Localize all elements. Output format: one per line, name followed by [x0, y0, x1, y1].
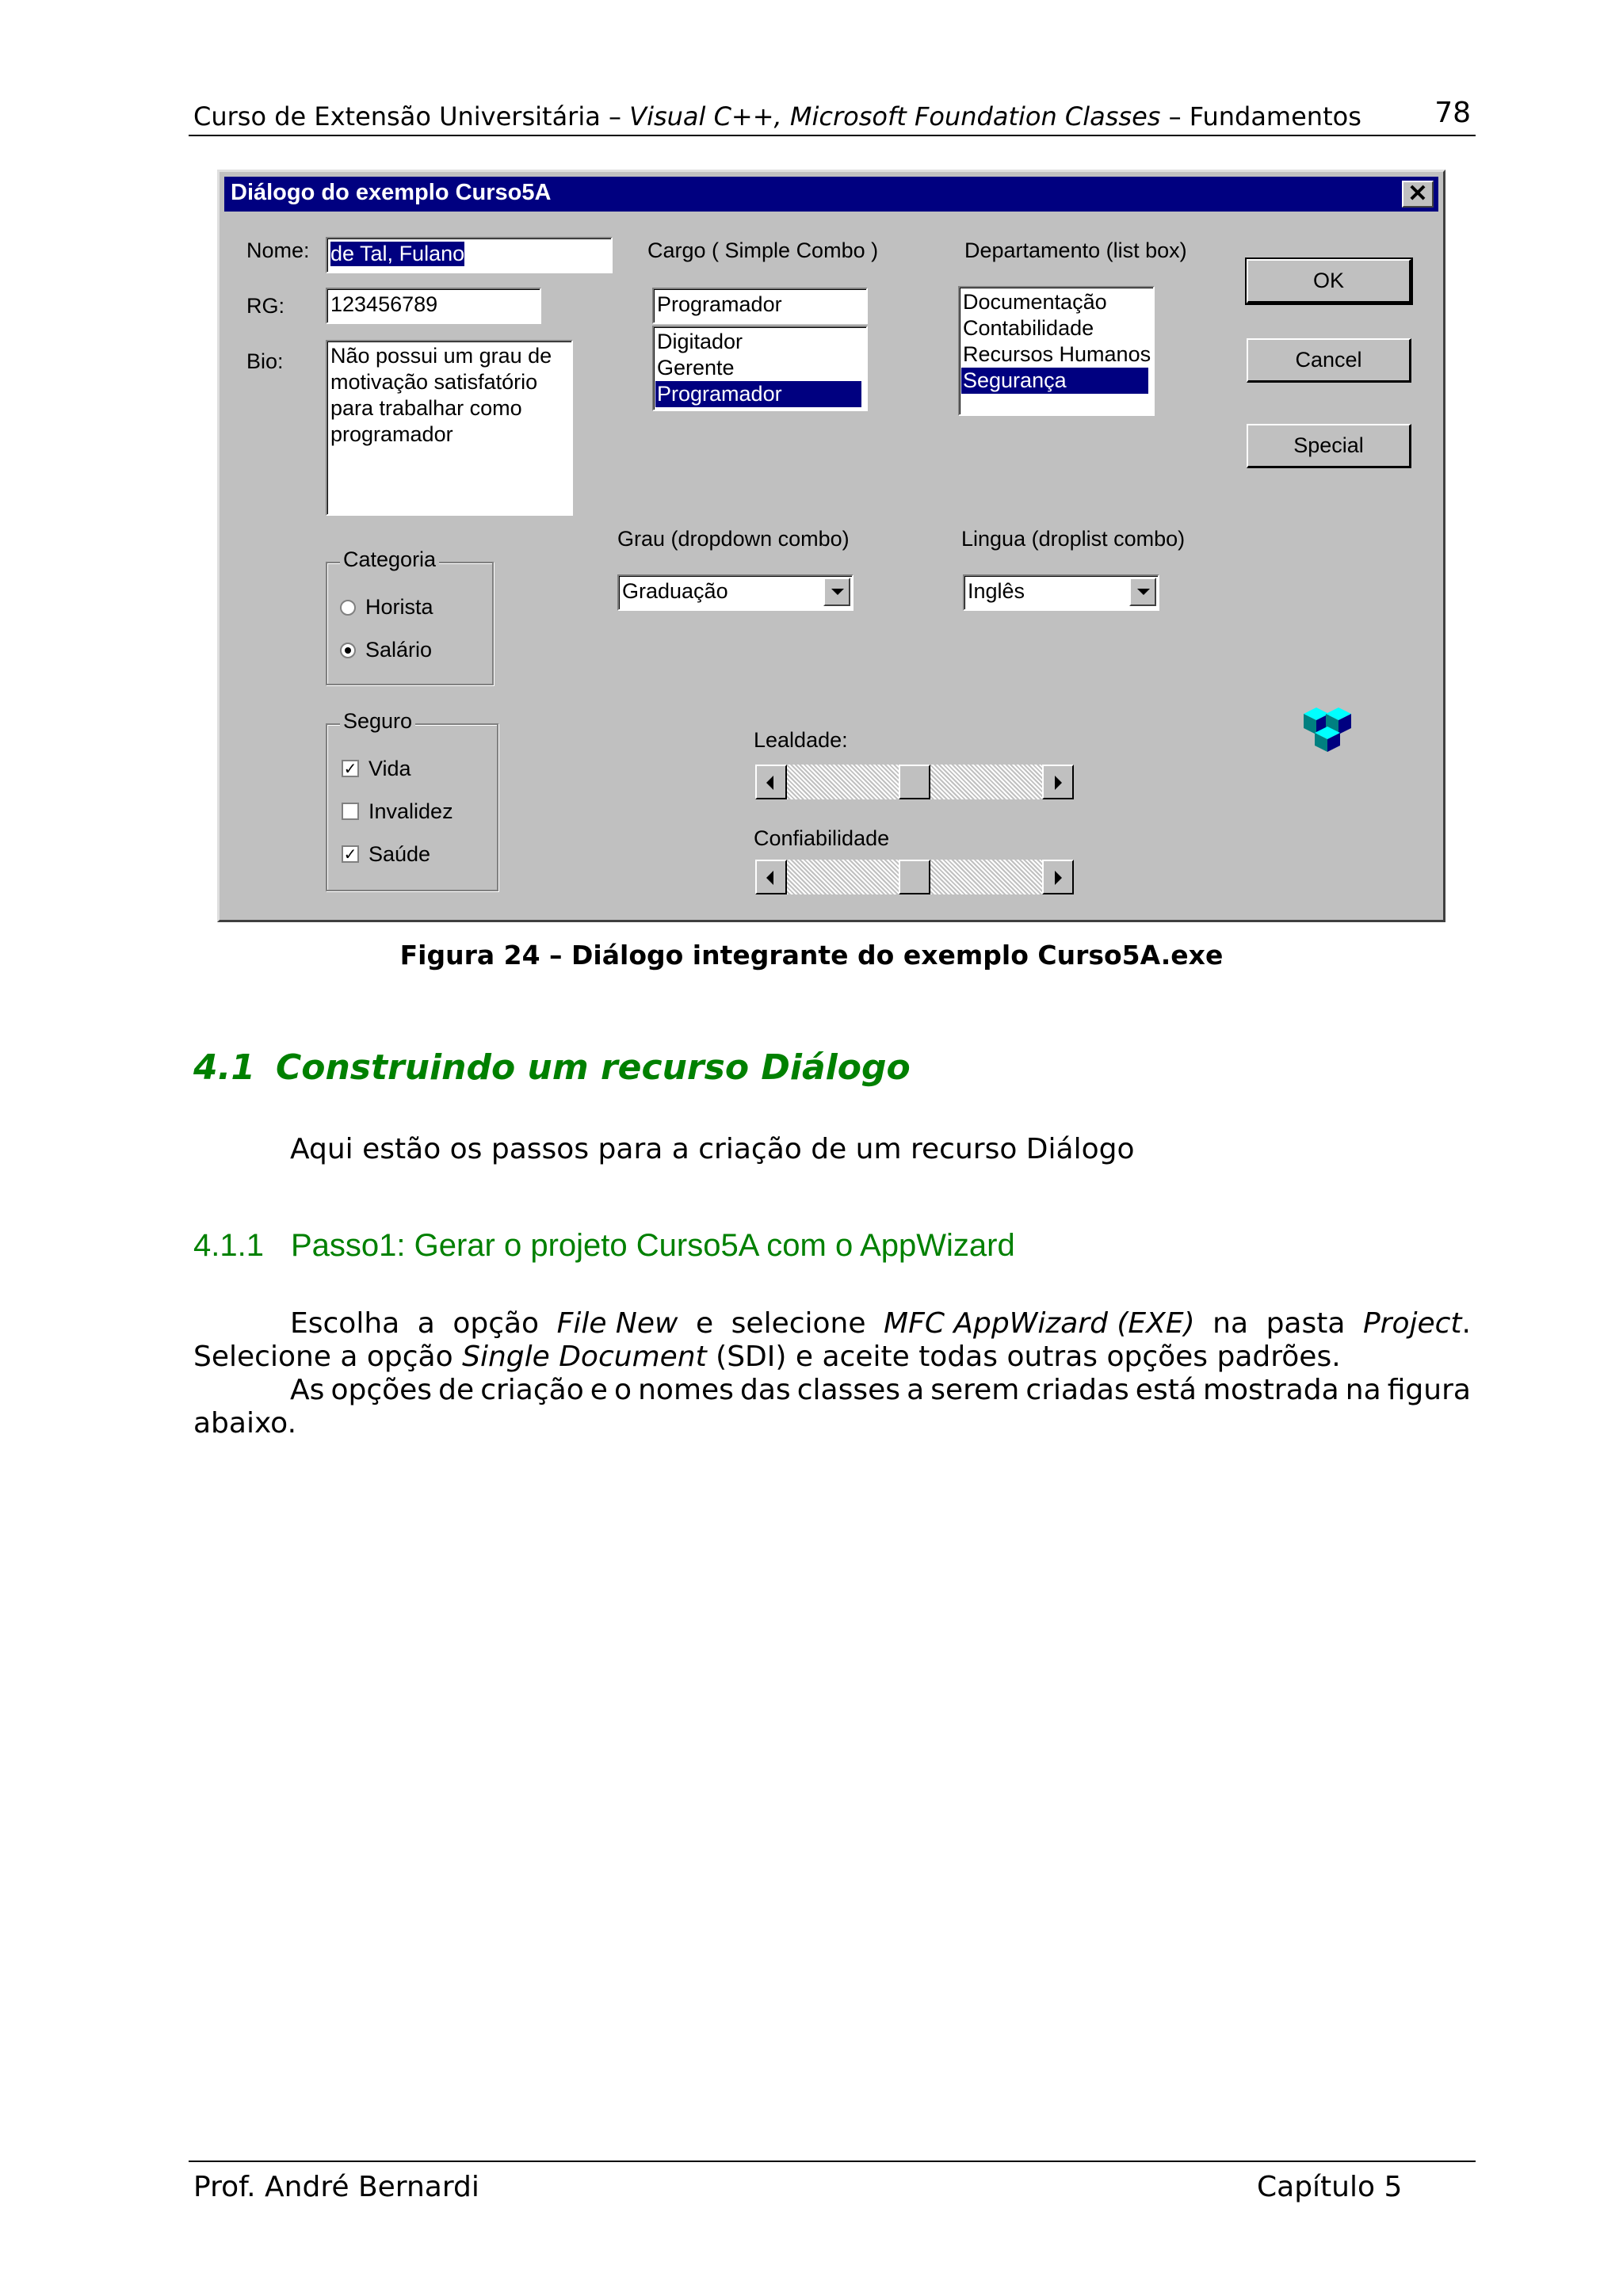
lingua-value: Inglês: [968, 579, 1025, 603]
dialog-titlebar: [224, 177, 1438, 212]
radio-horista[interactable]: [340, 600, 356, 616]
radio-salario[interactable]: [340, 643, 356, 658]
body-line-1: Escolha a opção File New e selecione MFC AppWizard (EXE) na pasta Project.: [290, 1307, 1471, 1340]
confiabilidade-label: Confiabilidade: [754, 826, 890, 850]
depto-item[interactable]: Contabilidade: [963, 316, 1094, 340]
checkbox-label: Saúde: [369, 842, 431, 866]
cargo-item[interactable]: Gerente: [657, 356, 735, 379]
special-button[interactable]: Special: [1247, 424, 1411, 468]
depto-label: Departamento (list box): [964, 238, 1187, 262]
footer-rule: [189, 2161, 1476, 2162]
bio-line: para trabalhar como: [330, 396, 522, 420]
depto-item[interactable]: Recursos Humanos: [963, 342, 1151, 366]
lingua-label: Lingua (droplist combo): [961, 527, 1186, 551]
page-number: 78: [1434, 97, 1471, 129]
nome-field[interactable]: [326, 237, 613, 273]
grau-value: Graduação: [622, 579, 728, 603]
radio-label: Salário: [365, 638, 433, 662]
nome-label: Nome:: [246, 238, 310, 262]
footer-chapter: Capítulo 5: [1257, 2171, 1403, 2203]
chevron-down-icon[interactable]: [1129, 578, 1156, 606]
confiabilidade-thumb[interactable]: [899, 860, 930, 894]
rg-value: 123456789: [330, 292, 438, 316]
lealdade-scrollbar[interactable]: [755, 765, 1074, 799]
section-heading: 4.1 Construindo um recurso Diálogo: [193, 1047, 911, 1088]
categoria-title: Categoria: [340, 547, 439, 572]
dialog-window: [217, 170, 1445, 922]
bio-line: programador: [330, 422, 453, 446]
body-line-3: As opções de criação e o nomes das classes a serem criadas está mostrada na figura: [290, 1374, 1471, 1406]
chevron-down-icon[interactable]: [823, 578, 850, 606]
arrow-left-icon[interactable]: [755, 765, 787, 799]
grau-label: Grau (dropdown combo): [617, 527, 850, 551]
bio-label: Bio:: [246, 349, 284, 373]
checkbox-label: Invalidez: [369, 799, 453, 823]
header-rule: [189, 135, 1476, 136]
rg-label: RG:: [246, 294, 285, 318]
cargo-item[interactable]: Digitador: [657, 330, 743, 353]
checkbox-saude[interactable]: ✓: [342, 845, 359, 863]
cargo-item-selected[interactable]: Programador: [655, 381, 861, 407]
depto-item-selected[interactable]: Segurança: [961, 368, 1148, 394]
body-line-2: Selecione a opção Single Document (SDI) e aceite todas outras opções padrões.: [193, 1341, 1341, 1373]
arrow-left-icon[interactable]: [755, 860, 787, 894]
close-icon[interactable]: ✕: [1402, 181, 1434, 208]
radio-label: Horista: [365, 595, 433, 619]
bio-line: Não possui um grau de: [330, 344, 552, 368]
checkbox-invalidez[interactable]: [342, 803, 359, 820]
body-line-4: abaixo.: [193, 1407, 297, 1440]
cube-blocks-icon: [1300, 703, 1354, 753]
bio-line: motivação satisfatório: [330, 370, 538, 394]
lealdade-thumb[interactable]: [899, 765, 930, 799]
dialog-title: Diálogo do exemplo Curso5A: [231, 180, 552, 205]
rg-field[interactable]: [326, 288, 541, 324]
categoria-group: [326, 562, 494, 685]
cargo-edit[interactable]: [652, 288, 868, 324]
figure-caption: Figura 24 – Diálogo integrante do exemplo Curso5A.exe: [399, 940, 1224, 971]
grau-combo[interactable]: [617, 574, 854, 611]
checkbox-label: Vida: [369, 757, 411, 780]
subsection-heading: 4.1.1 Passo1: Gerar o projeto Curso5A com o AppWizard: [193, 1228, 1015, 1263]
lingua-combo[interactable]: [963, 574, 1159, 611]
cancel-button[interactable]: Cancel: [1247, 338, 1411, 383]
depto-listbox[interactable]: [958, 286, 1155, 416]
nome-value: de Tal, Fulano: [330, 242, 465, 265]
ok-button[interactable]: OK: [1247, 259, 1411, 303]
cargo-list[interactable]: [652, 326, 868, 411]
footer-author: Prof. André Bernardi: [193, 2171, 479, 2203]
intro-paragraph: Aqui estão os passos para a criação de um recurso Diálogo: [290, 1133, 1135, 1165]
cargo-label: Cargo ( Simple Combo ): [647, 238, 879, 262]
arrow-right-icon[interactable]: [1042, 765, 1074, 799]
checkbox-vida[interactable]: ✓: [342, 760, 359, 777]
lealdade-label: Lealdade:: [754, 728, 848, 752]
cargo-value: Programador: [657, 292, 782, 316]
arrow-right-icon[interactable]: [1042, 860, 1074, 894]
depto-item[interactable]: Documentação: [963, 290, 1107, 314]
bio-textarea[interactable]: [326, 340, 573, 516]
running-header: Curso de Extensão Universitária – Visual C++, Microsoft Foundation Classes – Fundamentos: [193, 101, 1361, 132]
confiabilidade-scrollbar[interactable]: [755, 860, 1074, 894]
seguro-title: Seguro: [340, 709, 415, 734]
